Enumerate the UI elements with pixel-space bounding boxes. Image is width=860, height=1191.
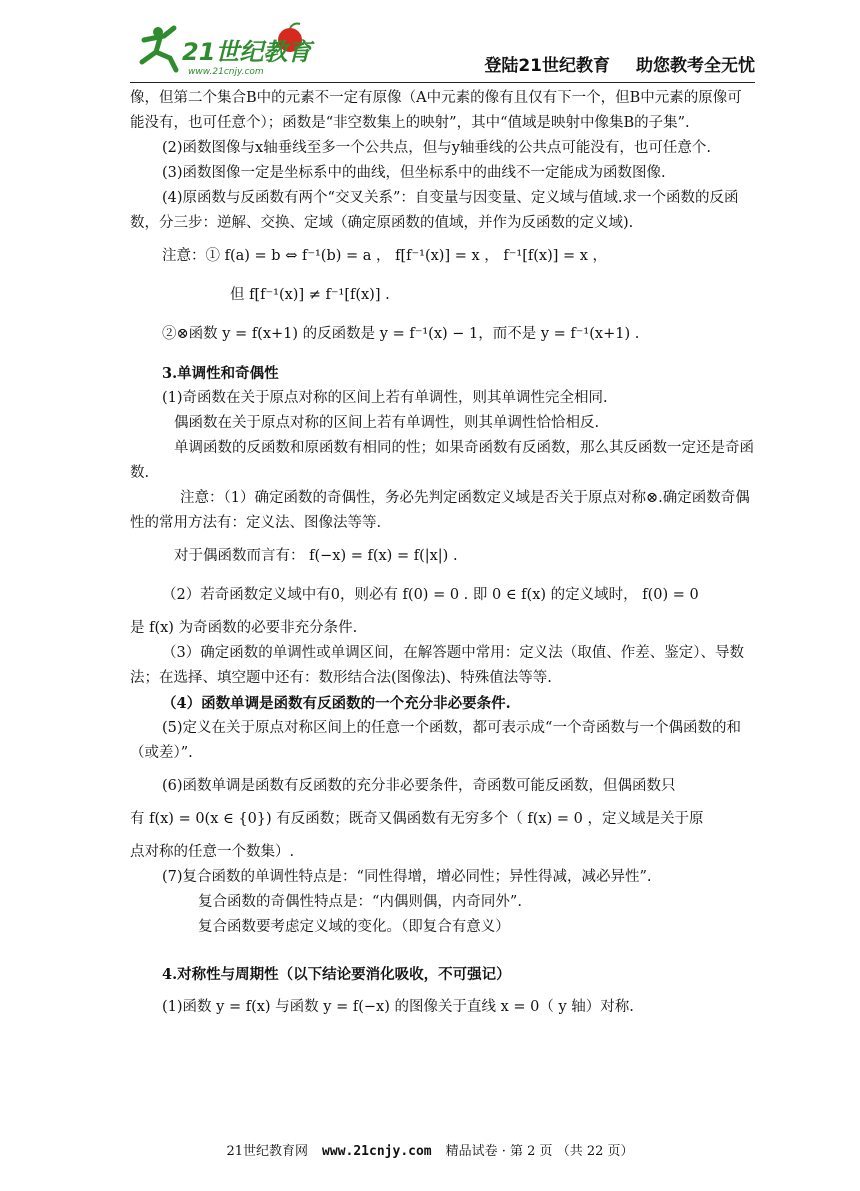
section-3-item-7-domain: 复合函数要考虑定义域的变化。（即复合有意义） — [198, 919, 510, 935]
section-3-item-7: (7)复合函数的单调性特点是：“同性得增，增必同性；异性得减，减必异性”. — [162, 869, 652, 885]
paragraph-item-2: (2)函数图像与x轴垂线至多一个公共点，但与y轴垂线的公共点可能没有，也可任意个. — [162, 140, 712, 156]
section-3-even-formula: 对于偶函数而言有： f(−x) = f(x) = f(|x|) . — [174, 548, 458, 564]
section-3-item-3: 单调函数的反函数和原函数有相同的性；如果奇函数有反函数，那么其反函数一定还是奇函数. — [130, 440, 754, 481]
page-header — [130, 18, 755, 83]
page-footer — [0, 1140, 860, 1159]
logo-text: 21世纪教育 — [182, 38, 312, 66]
section-3-item-inverse-condition: （4）函数单调是函数有反函数的一个充分非必要条件. — [162, 695, 511, 712]
note-formula-3: ②⊗函数 y = f(x+1) 的反函数是 y = f⁻¹(x) − 1，而不是 y = f⁻¹(x+1) . — [162, 326, 640, 342]
footer-page-info: 精品试卷 · 第 2 页 （共 22 页） — [445, 1144, 634, 1159]
paragraph-item-4: (4)原函数与反函数有两个“交叉关系”：自变量与因变量、定义域与值域.求一个函数的反函数，分三步：逆解、交换、定域（确定原函数的值域，并作为反函数的定义域). — [130, 190, 739, 231]
slogan-left: 登陆21世纪教育 — [484, 56, 610, 76]
section-3-item-2: 偶函数在关于原点对称的区间上若有单调性，则其单调性恰恰相反. — [174, 415, 600, 431]
section-3-item-odd-zero: （2）若奇函数定义域中有0，则必有 f(0) = 0 . 即 0 ∈ f(x) 的定义域时， f(0) = 0 — [162, 587, 699, 603]
document-body — [130, 86, 755, 1020]
slogan-right: 助您教考全无忧 — [636, 56, 755, 76]
section-3-item-odd-zero-cont: 是 f(x) 为奇函数的必要非充分条件. — [130, 620, 358, 636]
section-4-title: 4.对称性与周期性（以下结论要消化吸收，不可强记） — [162, 966, 511, 983]
footer-site-name: 21世纪教育网 — [226, 1144, 309, 1159]
site-logo[interactable] — [130, 18, 330, 78]
section-3-item-decompose: (5)定义在关于原点对称区间上的任意一个函数，都可表示成“一个奇函数与一个偶函数的和（或差）”. — [130, 720, 741, 761]
section-3-item-monotonic: （3）确定函数的单调性或单调区间，在解答题中常用：定义法（取值、作差、鉴定）、导数法；在选择、填空题中还有：数形结合法(图像法)、特殊值法等等. — [130, 645, 744, 686]
paragraph-item-3: (3)函数图像一定是坐标系中的曲线，但坐标系中的曲线不一定能成为函数图像. — [162, 165, 666, 181]
section-3-item-6: (6)函数单调是函数有反函数的充分非必要条件，奇函数可能反函数，但偶函数只 — [162, 778, 676, 794]
section-3-item-1: (1)奇函数在关于原点对称的区间上若有单调性，则其单调性完全相同. — [162, 390, 608, 406]
section-3-title: 3.单调性和奇偶性 — [162, 365, 279, 382]
section-3-item-7-parity: 复合函数的奇偶性特点是：“内偶则偶，内奇同外”. — [198, 894, 522, 910]
logo-url-text: www.21cnjy.com — [188, 67, 264, 77]
logo-graphic — [130, 18, 330, 78]
footer-site-link[interactable]: www.21cnjy.com — [322, 1144, 432, 1159]
note-formula-2: 但 f[f⁻¹(x)] ≠ f⁻¹[f(x)] . — [230, 287, 390, 303]
paragraph-mapping: 像，但第二个集合B中的元素不一定有原像（A中元素的像有且仅有下一个，但B中元素的原像可能没有，也可任意个）；函数是“非空数集上的映射”，其中“值域是映射中像集B的子集”. — [130, 90, 742, 131]
section-3-item-6-end: 点对称的任意一个数集）. — [130, 844, 295, 860]
section-4-item-1: (1)函数 y = f(x) 与函数 y = f(−x) 的图像关于直线 x = 0（ y 轴）对称. — [162, 999, 634, 1015]
section-3-note: 注意：（1）确定函数的奇偶性，务必先判定函数定义域是否关于原点对称⊗.确定函数奇偶性的常用方法有：定义法、图像法等等. — [130, 490, 750, 531]
section-3-item-6-cont: 有 f(x) = 0(x ∈ {0}) 有反函数；既奇又偶函数有无穷多个（ f(x) = 0 ，定义域是关于原 — [130, 811, 704, 827]
header-slogan — [484, 51, 755, 76]
note-formula-1: 注意：① f(a) = b ⇔ f⁻¹(b) = a ， f[f⁻¹(x)] = x ， f⁻¹[f(x)] = x ， — [162, 248, 608, 264]
